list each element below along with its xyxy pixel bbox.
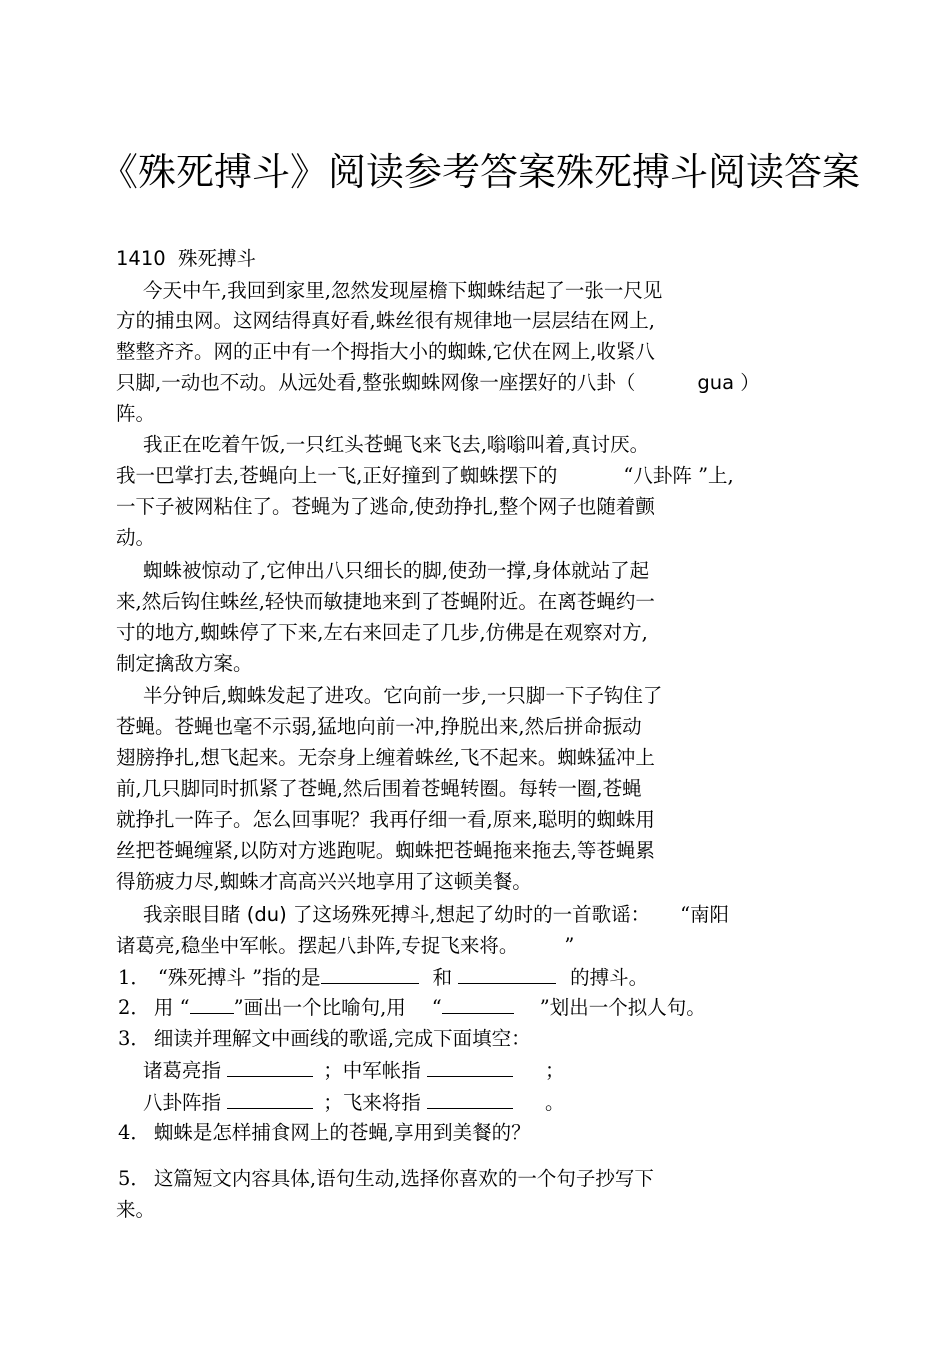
paragraph-line: 方的捕虫网。这网结得真好看,蛛丝很有规律地一层层结在网上, — [116, 309, 655, 332]
text-span: “ — [431, 996, 442, 1019]
text-span: ） — [740, 371, 760, 394]
paragraph-line: 动。 — [116, 526, 156, 549]
question-1 — [118, 963, 648, 993]
text-span: 了这场殊死搏斗,想起了幼时的一首歌谣： — [292, 903, 651, 926]
text-span: 蜘蛛是怎样捕食网上的苍蝇,享用到美餐的？ — [153, 1121, 531, 1144]
question-3-row-1 — [143, 1056, 564, 1086]
paragraph-line: 我正在吃着午饭,一只红头苍蝇飞来飞去,嗡嗡叫着,真讨厌。 — [143, 433, 650, 456]
answer-blank[interactable] — [227, 1056, 313, 1077]
article-code: 1410 — [116, 247, 166, 270]
paragraph-line: 寸的地方,蜘蛛停了下来,左右来回走了几步,仿佛是在观察对方, — [116, 621, 648, 644]
paragraph-line: 就挣扎一阵子。怎么回事呢？我再仔细一看,原来,聪明的蜘蛛用 — [116, 808, 655, 831]
paragraph-line — [116, 931, 574, 961]
paragraph-line — [116, 461, 734, 491]
question-number: 4． — [118, 1121, 150, 1144]
answer-blank[interactable] — [227, 1088, 313, 1109]
paragraph-line: 来,然后钩住蛛丝,轻快而敏捷地来到了苍蝇附近。在离苍蝇约一 — [116, 590, 655, 613]
text-span: 我一巴掌打去,苍蝇向上一飞,正好撞到了蜘蛛摆下的 — [116, 464, 558, 487]
text-span: ” — [564, 934, 575, 957]
paragraph-line: 今天中午,我回到家里,忽然发现屋檐下蜘蛛结起了一张一尺见 — [143, 279, 663, 302]
text-span: 我亲眼目睹 — [143, 903, 241, 926]
article-heading — [116, 244, 256, 274]
paragraph-line: 前,几只脚同时抓紧了苍蝇,然后围着苍蝇转圈。每转一圈,苍蝇 — [116, 777, 642, 800]
text-span: 只脚,一动也不动。从远处看,整张蜘蛛网像一座摆好的八卦（ — [116, 371, 636, 394]
question-5-line-2: 来。 — [116, 1198, 156, 1221]
question-5 — [118, 1164, 654, 1194]
text-span: “殊死搏斗 ”指的是 — [157, 966, 321, 989]
paragraph-line: 蜘蛛被惊动了,它伸出八只细长的脚,使劲一撑,身体就站了起 — [143, 559, 650, 582]
text-span: “南阳 — [680, 903, 730, 926]
paragraph-line: 半分钟后,蜘蛛发起了进攻。它向前一步,一只脚一下子钩住了 — [143, 684, 663, 707]
text-span: 用 “ — [153, 996, 190, 1019]
text-span: ； — [544, 1059, 565, 1082]
question-3 — [118, 1024, 531, 1054]
paragraph-line: 制定擒敌方案。 — [116, 652, 253, 675]
text-span: 和 — [432, 966, 453, 989]
question-4 — [118, 1118, 531, 1148]
wavy-line-sample — [190, 999, 234, 1014]
paragraph-line — [116, 368, 760, 398]
straight-line-sample — [442, 993, 514, 1014]
article-name: 殊死搏斗 — [178, 247, 257, 270]
text-span: ；飞来将指 — [323, 1091, 421, 1114]
text-span: 。 — [544, 1091, 565, 1114]
paragraph-line: 翅膀挣扎,想飞起来。无奈身上缠着蛛丝,飞不起来。蜘蛛猛冲上 — [116, 746, 655, 769]
pinyin-gua: gua — [697, 371, 735, 394]
page-title: 《殊死搏斗》阅读参考答案殊死搏斗阅读答案 — [99, 150, 860, 195]
paragraph-line: 一下子被网粘住了。苍蝇为了逃命,使劲挣扎,整个网子也随着颤 — [116, 495, 655, 518]
question-3-row-2 — [143, 1088, 564, 1118]
text-span: 这篇短文内容具体,语句生动,选择你喜欢的一个句子抄写下 — [153, 1167, 654, 1190]
question-number: 5． — [118, 1167, 150, 1190]
text-span: 的搏斗。 — [570, 966, 649, 989]
text-span: ”画出一个比喻句,用 — [233, 996, 406, 1019]
pinyin-du: (du) — [246, 903, 287, 926]
answer-blank[interactable] — [427, 1056, 513, 1077]
question-2 — [118, 993, 706, 1023]
paragraph-line: 阵。 — [116, 402, 156, 425]
paragraph-line: 苍蝇。苍蝇也毫不示弱,猛地向前一冲,挣脱出来,然后拼命振动 — [116, 715, 642, 738]
text-span: 八卦阵指 — [143, 1091, 222, 1114]
text-span: ”划出一个拟人句。 — [539, 996, 706, 1019]
question-number: 3． — [118, 1027, 150, 1050]
answer-blank[interactable] — [321, 963, 419, 984]
paragraph-line: 得筋疲力尽,蜘蛛才高高兴兴地享用了这顿美餐。 — [116, 870, 532, 893]
song-lyric: 诸葛亮,稳坐中军帐。摆起八卦阵,专捉飞来将。 — [116, 934, 519, 957]
answer-blank[interactable] — [458, 963, 556, 984]
question-number: 1． — [118, 966, 150, 989]
text-span: ；中军帐指 — [323, 1059, 421, 1082]
paragraph-line: 整整齐齐。网的正中有一个拇指大小的蜘蛛,它伏在网上,收紧八 — [116, 340, 655, 363]
answer-blank[interactable] — [427, 1088, 513, 1109]
paragraph-line — [143, 900, 729, 930]
paragraph-line: 丝把苍蝇缠紧,以防对方逃跑呢。蜘蛛把苍蝇拖来拖去,等苍蝇累 — [116, 839, 655, 862]
question-number: 2． — [118, 996, 150, 1019]
text-span: “八卦阵 ”上, — [623, 464, 734, 487]
text-span: 诸葛亮指 — [143, 1059, 222, 1082]
text-span: 细读并理解文中画线的歌谣,完成下面填空： — [153, 1027, 531, 1050]
